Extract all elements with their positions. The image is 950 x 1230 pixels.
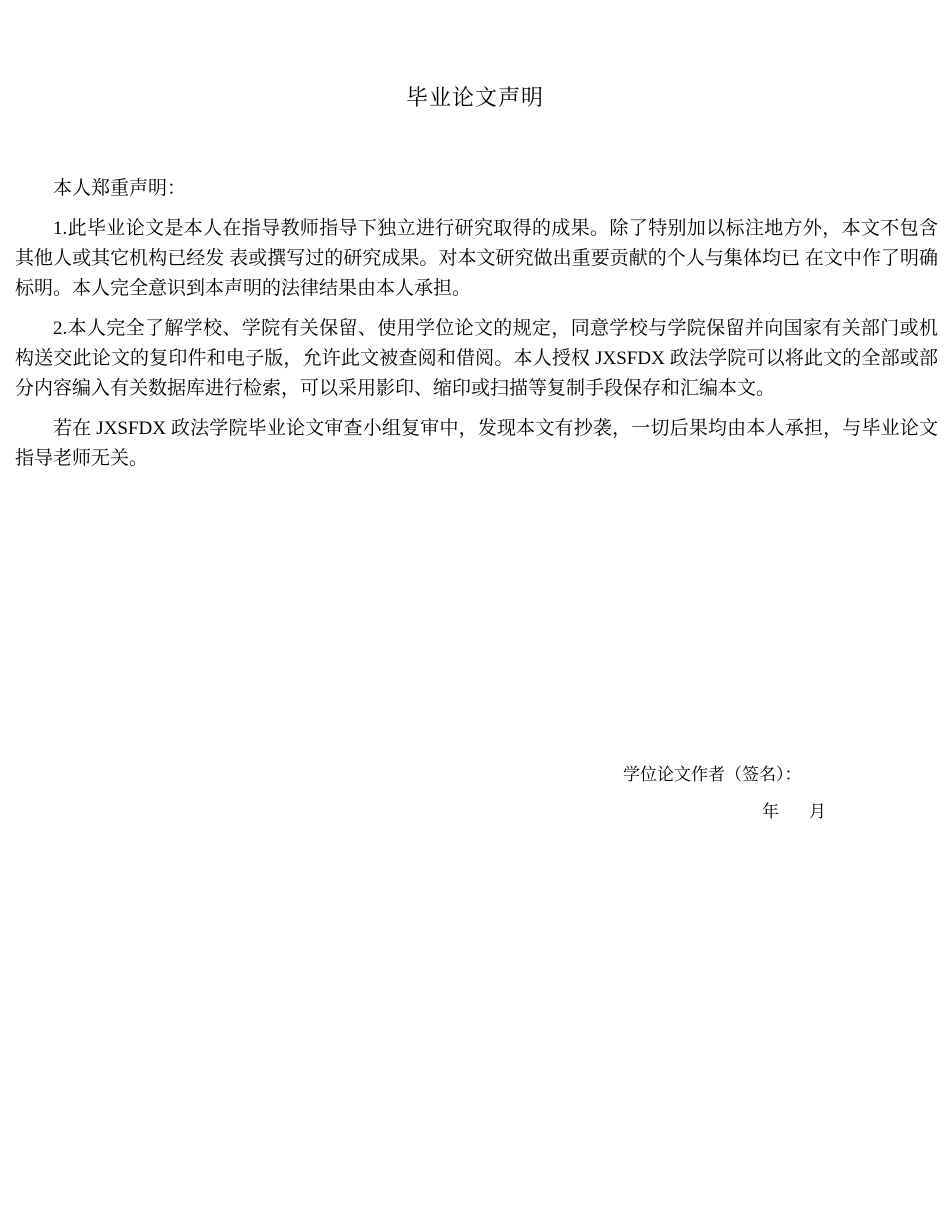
- declaration-paragraph-2: 2.本人完全了解学校、学院有关保留、使用学位论文的规定，同意学校与学院保留并向国家有关部门或机构送交此论文的复印件和电子版，允许此文被查阅和借阅。本人授权 JXSFDX 政法学院可以将此文的全部或部分内容编入有关数据库进行检索，可以采用影印、缩印或扫描等复制手段保存和汇编本文。: [15, 318, 938, 399]
- declaration-intro: 本人郑重声明：: [53, 178, 187, 199]
- declaration-paragraph-1: 1.此毕业论文是本人在指导教师指导下独立进行研究取得的成果。除了特别加以标注地方外，本文不包含其他人或其它机构已经发 表或撰写过的研究成果。对本文研究做出重要贡献的个人与集体均已 在文中作了明确标明。本人完全意识到本声明的法律结果由本人承担。: [15, 218, 938, 299]
- page-title: 毕业论文声明: [405, 86, 544, 111]
- signature-label: 学位论文作者（签名）：: [623, 765, 802, 784]
- signature-date: [762, 799, 826, 825]
- declaration-body: [15, 174, 938, 484]
- date-year-label: 年: [762, 802, 779, 821]
- declaration-paragraph-3: 若在 JXSFDX 政法学院毕业论文审查小组复审中，发现本文有抄袭，一切后果均由本人承担，与毕业论文指导老师无关。: [15, 418, 938, 469]
- date-month-label: 月: [809, 802, 826, 821]
